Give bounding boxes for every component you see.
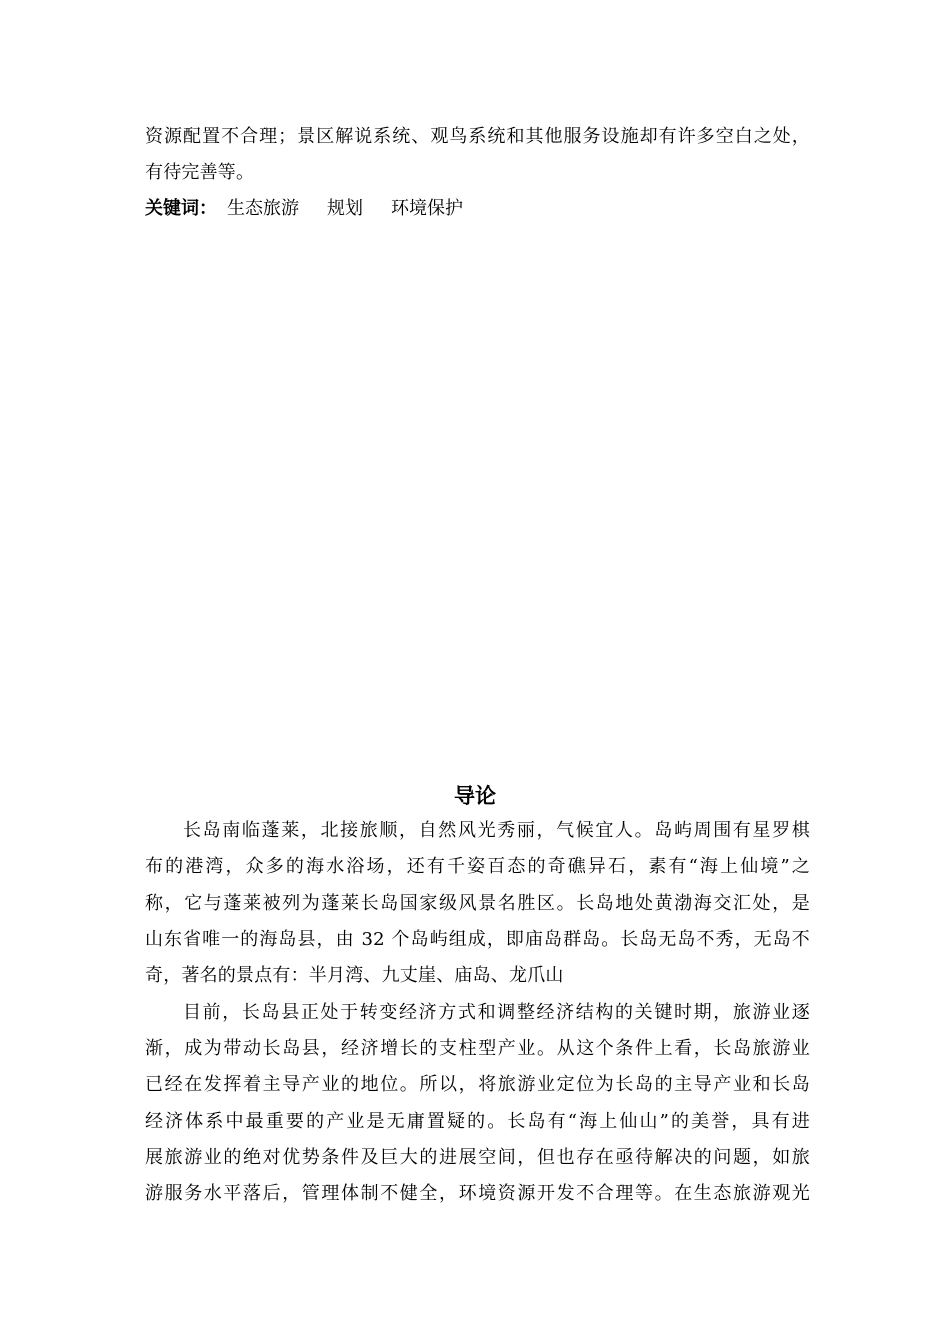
paragraph1-line: 山东省唯一的海岛县，由 32 个岛屿组成，即庙岛群岛。长岛无岛不秀，无岛不 bbox=[145, 929, 810, 950]
keyword-item: 环境保护 bbox=[391, 198, 463, 219]
paragraph2-line: 经济体系中最重要的产业是无庸置疑的。长岛有“海上仙山”的美誉，具有进 bbox=[145, 1111, 810, 1132]
paragraph2-line: 游服务水平落后，管理体制不健全，环境资源开发不合理等。在生态旅游观光 bbox=[145, 1183, 810, 1204]
paragraph2-line: 展旅游业的绝对优势条件及巨大的进展空间，但也存在亟待解决的问题，如旅 bbox=[145, 1147, 810, 1168]
section-title: 导论 bbox=[454, 784, 496, 808]
keyword-item: 规划 bbox=[327, 198, 363, 219]
paragraph2-line: 渐，成为带动长岛县，经济增长的支柱型产业。从这个条件上看，长岛旅游业 bbox=[145, 1038, 810, 1059]
paragraph1-line: 奇，著名的景点有：半月湾、九丈崖、庙岛、龙爪山 bbox=[145, 965, 564, 986]
paragraph2-line: 已经在发挥着主导产业的地位。所以，将旅游业定位为长岛的主导产业和长岛 bbox=[145, 1074, 810, 1095]
abstract-line-2: 有待完善等。 bbox=[145, 162, 255, 183]
paragraph1-line: 布的港湾，众多的海水浴场，还有千姿百态的奇礁异石，素有“海上仙境”之 bbox=[145, 856, 810, 877]
keywords-row bbox=[145, 197, 463, 221]
paragraph2-line: 目前，长岛县正处于转变经济方式和调整经济结构的关键时期，旅游业逐 bbox=[183, 1002, 810, 1023]
paragraph1-line: 称，它与蓬莱被列为蓬莱长岛国家级风景名胜区。长岛地处黄渤海交汇处，是 bbox=[145, 893, 810, 914]
keyword-item: 生态旅游 bbox=[227, 198, 299, 219]
abstract-line-1: 资源配置不合理；景区解说系统、观鸟系统和其他服务设施却有许多空白之处， bbox=[145, 126, 810, 147]
keywords-label: 关键词： bbox=[145, 198, 217, 219]
paragraph1-line: 长岛南临蓬莱，北接旅顺，自然风光秀丽，气候宜人。岛屿周围有星罗棋 bbox=[183, 820, 810, 841]
